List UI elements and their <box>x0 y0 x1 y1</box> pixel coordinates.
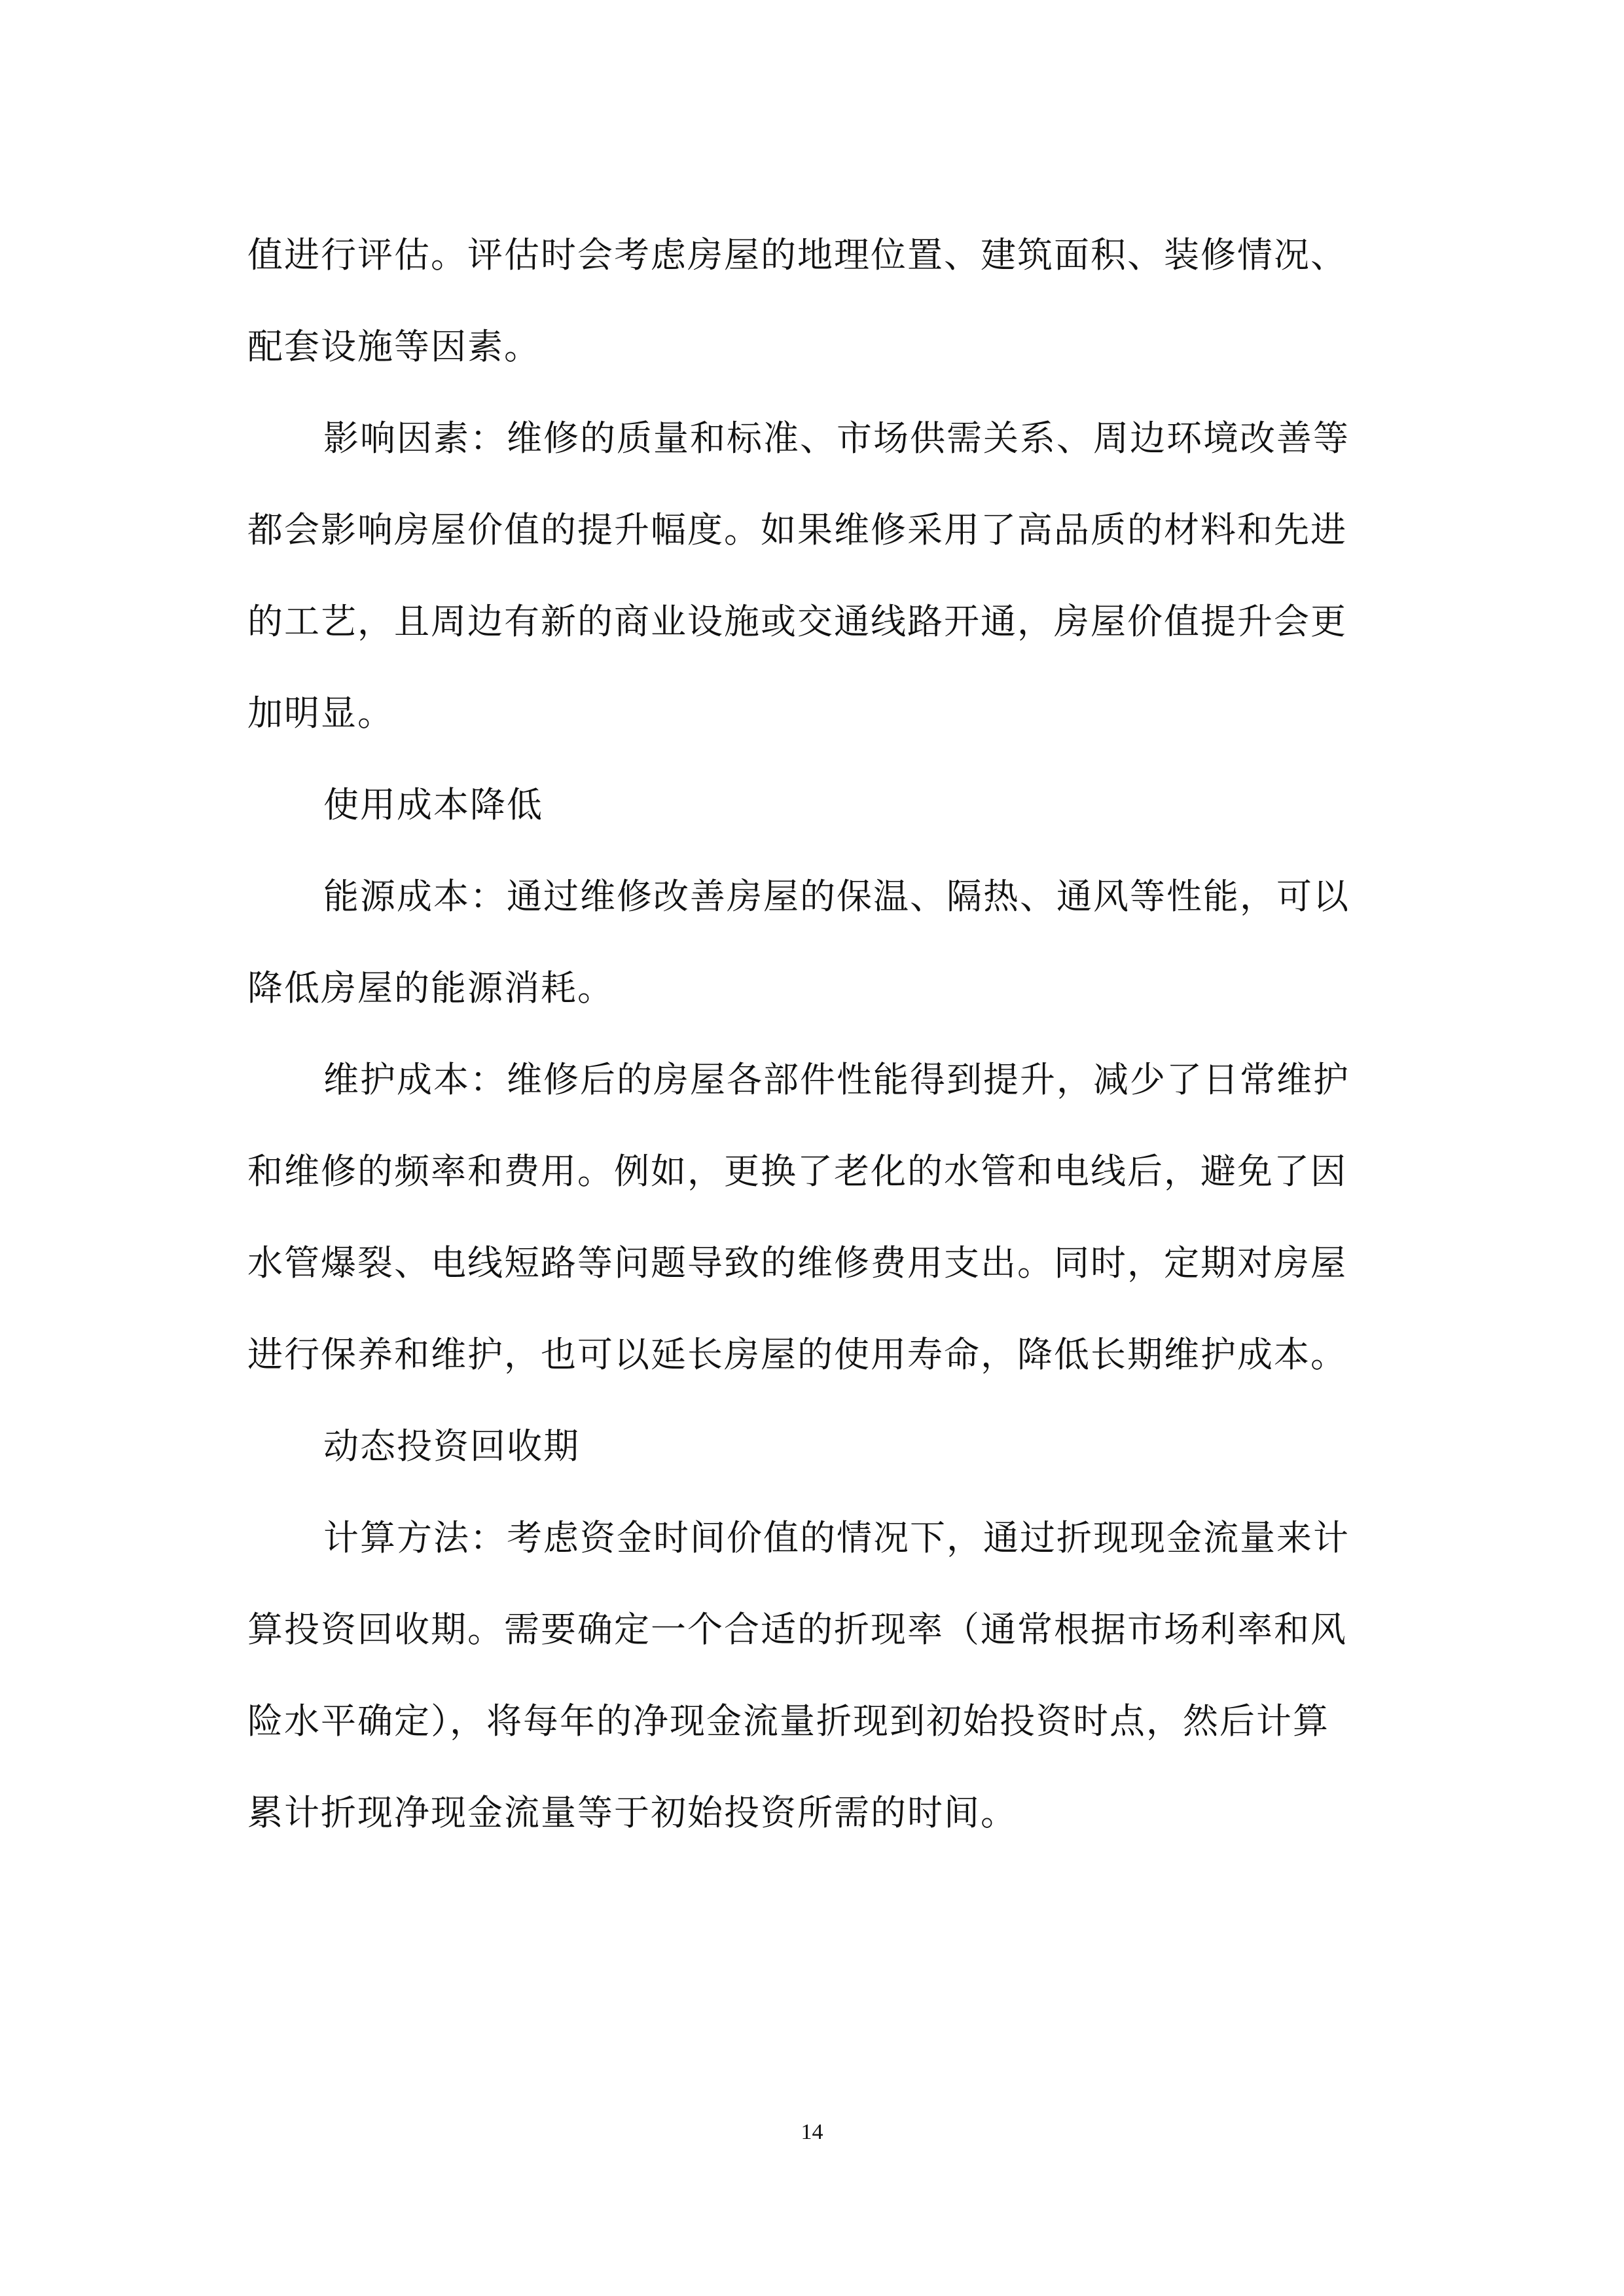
body-text <box>247 209 1390 1859</box>
paragraph-start-line: 维护成本：维修后的房屋各部件性能得到提升，减少了日常维护 <box>323 1059 1350 1100</box>
section-heading: 动态投资回收期 <box>323 1426 580 1467</box>
text-line: 进行保养和维护，也可以延长房屋的使用寿命，降低长期维护成本。 <box>247 1334 1347 1375</box>
text-line: 险水平确定），将每年的净现金流量折现到初始投资时点，然后计算 <box>247 1700 1329 1742</box>
text-line: 累计折现净现金流量等于初始投资所需的时间。 <box>247 1792 1017 1833</box>
paragraph-start-line: 计算方法：考虑资金时间价值的情况下，通过折现现金流量来计 <box>323 1517 1350 1558</box>
text-line: 降低房屋的能源消耗。 <box>247 967 614 1009</box>
text-line: 水管爆裂、电线短路等问题导致的维修费用支出。同时，定期对房屋 <box>247 1242 1347 1283</box>
text-line: 都会影响房屋价值的提升幅度。如果维修采用了高品质的材料和先进 <box>247 509 1347 550</box>
text-line: 配套设施等因素。 <box>247 326 541 367</box>
paragraph-start-line: 影响因素：维修的质量和标准、市场供需关系、周边环境改善等 <box>323 418 1350 459</box>
paragraph-start-line: 能源成本：通过维修改善房屋的保温、隔热、通风等性能，可以 <box>323 876 1350 917</box>
text-line: 的工艺，且周边有新的商业设施或交通线路开通，房屋价值提升会更 <box>247 601 1347 642</box>
text-line: 值进行评估。评估时会考虑房屋的地理位置、建筑面积、装修情况、 <box>247 234 1347 276</box>
text-line: 算投资回收期。需要确定一个合适的折现率（通常根据市场利率和风 <box>247 1609 1347 1650</box>
text-line: 加明显。 <box>247 692 394 734</box>
text-line: 和维修的频率和费用。例如，更换了老化的水管和电线后，避免了因 <box>247 1151 1347 1192</box>
section-heading: 使用成本降低 <box>323 784 543 825</box>
page-number: 14 <box>801 2120 823 2144</box>
